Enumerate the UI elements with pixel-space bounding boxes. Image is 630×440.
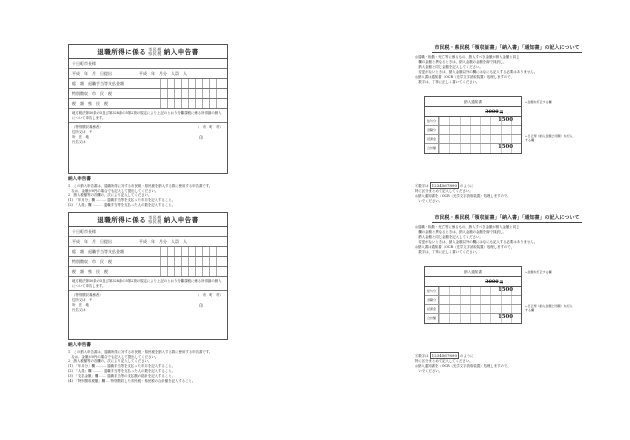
- form-a-year-row: [69, 69, 227, 79]
- form-a-special-row: [69, 89, 227, 99]
- right-top-struck-amount: [425, 107, 521, 117]
- right-bottom-tot6: いでください。: [415, 369, 443, 373]
- form-a-year: 平成 年 月 日提出: [72, 71, 112, 76]
- form-a-addr2: 所 在 地: [72, 135, 89, 140]
- right-top-p5: ◎納入書は通知書（OCR（光学文字読取装置）処理しますので、: [415, 75, 514, 79]
- right-bottom-row-1-label: 退職分: [425, 296, 439, 304]
- right-bottom-struck-amount: [425, 277, 521, 287]
- right-bottom-digits: 1234567890: [431, 353, 458, 358]
- right-top-row-2-label: 延滞金: [425, 135, 439, 143]
- form-a-special-tax: 市 民 税: [92, 91, 112, 96]
- right-top-row-3-value: 1500: [497, 144, 513, 150]
- right-top-p3: 納入金額と同じ金額を記入してください。: [415, 65, 483, 69]
- form-a-title-main: 退職所得に係る: [97, 48, 147, 56]
- right-top-instructions: [415, 55, 585, 85]
- form-b-digit-grid-2: [160, 257, 223, 267]
- tax-return-form-a: [68, 44, 228, 174]
- right-bottom-sample-form: [424, 266, 522, 324]
- right-top-row-0-value: 1500: [497, 117, 513, 123]
- right-bottom-row-3-value: 1500: [497, 314, 513, 320]
- right-bottom-heading: 市民税・県民税「領収証書」「納入書」「通知書」の記入について: [432, 214, 582, 223]
- notes-b-line5: (2) 「人員」欄 ……… 退職手当等を支払った人の数を記入すること。: [68, 368, 175, 373]
- form-b-title-sub2: 県民税: [148, 219, 162, 224]
- right-bottom-tot3: のように: [460, 354, 474, 358]
- form-a-law-text: 地方税法第50条の5及び第328条の5第2項の規定により上記のとおり分離課税に係る所得割の納入について申告します。: [69, 109, 227, 123]
- form-b-signature-block: [69, 291, 227, 313]
- form-b-special-tax: 市 民 税: [92, 259, 112, 264]
- form-b-seal: 印: [199, 303, 203, 309]
- right-top-footnotes: [415, 182, 511, 204]
- right-bottom-tot5: ◎納入通知書を（OCR（光学文字読取装置）処理しますので、: [415, 364, 511, 368]
- form-b-addr3: 氏名又は: [72, 308, 86, 313]
- notes-b-heading: 納入申告書: [68, 343, 91, 348]
- notes-a: [68, 178, 230, 208]
- notes-a-line4: (1) 「年月分」欄 ……… 退職手当等を支払った年月を記入すること。: [68, 198, 175, 203]
- form-a-address-label: （特別徴収義務者）: [72, 125, 103, 130]
- form-a-tax-row: [69, 99, 227, 109]
- form-b-digit-grid: [160, 247, 223, 257]
- form-b-title: [69, 213, 227, 227]
- form-a-signature-block: [69, 123, 227, 145]
- right-top-row-3: [425, 144, 521, 153]
- form-a-title-sub: [148, 48, 162, 56]
- right-bottom-tot4: 特に区分まとめて記入してください。: [415, 359, 473, 363]
- right-top-heading: 市民税・県民税「領収証書」「納入書」「通知書」の記入について: [432, 44, 582, 53]
- form-b-title-end: 納入申告書: [163, 216, 199, 224]
- form-b-seal-right: （ 市 町 村）: [195, 293, 223, 298]
- right-bottom-row-0: [425, 287, 521, 296]
- notes-a-line1: 1 この納入申告書は、退職所得に対する市民税・県民税を納入する際に使用する申告書です。: [68, 183, 213, 188]
- right-top-digits: 1234567890: [431, 183, 458, 188]
- right-bottom-row-3: [425, 314, 521, 323]
- form-b-title-sub: [148, 216, 162, 224]
- form-a-title: [69, 45, 227, 59]
- form-a-addr3: 氏名又は: [72, 140, 86, 145]
- form-b-year-right: 平成 年 月分 人員 人: [139, 239, 187, 244]
- right-bottom-p5: ◎納入書は通知書（OCR（光学文字読取装置）処理しますので、: [415, 245, 514, 249]
- right-top-p2: 欄の金額と異なるときは、納入金額の金額を線で抹消し、: [415, 60, 507, 64]
- right-top-sample-form: [424, 96, 522, 154]
- right-top-row-1-label: 退職分: [425, 126, 439, 134]
- right-top-row-0: [425, 117, 521, 126]
- form-b-office: 十日町市長様: [72, 229, 96, 234]
- form-a-tax: 税 額: [72, 101, 84, 106]
- right-bottom-box-header: 納入通知書: [425, 267, 521, 277]
- right-bottom-p3: 納入金額と同じ金額を記入してください。: [415, 235, 483, 239]
- right-bottom-p4: 変更がないときは、納入金額以外の欄にはなにも記入する必要はありません。: [415, 240, 538, 244]
- right-bottom-row-0-label: 給与分: [425, 287, 439, 295]
- form-a-tax-pref: 県 民 税: [88, 101, 108, 106]
- form-b-tax-pref: 県 民 税: [88, 269, 108, 274]
- form-b-addr2: 所 在 地: [72, 303, 89, 308]
- right-bottom-row-1: [425, 296, 521, 305]
- form-a-total-row: [69, 79, 227, 89]
- form-b-digit-grid-3: [160, 267, 223, 277]
- right-top-tot5: ◎納入通知書を（OCR（光学文字読取装置）処理しますので、: [415, 194, 511, 198]
- right-bottom-p6: 数字は、丁寧に正しく書いてください。: [415, 250, 480, 254]
- right-top-row-0-label: 給与分: [425, 117, 439, 125]
- form-b-year: 平成 年 月 日提出: [72, 239, 112, 244]
- right-bottom-p2: 欄の金額と異なるときは、納入金額の金額を線で抹消し、: [415, 230, 507, 234]
- form-b-title-sub1: 市民税: [148, 215, 162, 220]
- form-a-year-right: 平成 年 月分 人員 人: [139, 71, 187, 76]
- form-a-title-end: 納入申告書: [163, 48, 199, 56]
- notes-b-line1: 1 この納入申告書は、退職所得に対する市民税・県民税を納入する際に使用する申告書です。: [68, 349, 213, 354]
- right-top-annotation-2: ←日正規（納入金額と同額）を記入する欄: [525, 134, 573, 142]
- notes-a-line3: 2 納入税額等の各欄の、次により記入してください。: [68, 193, 152, 198]
- right-top-p1: ◎退職・転勤・死亡等に係るもの、納入すべき金額が納入金額と同じ: [415, 55, 520, 59]
- form-a-office-row: [69, 59, 227, 69]
- form-b-tax-row: [69, 267, 227, 277]
- right-bottom-tot1: ⑥数字は: [415, 354, 429, 358]
- right-bottom-struck-value: 3000: [485, 279, 499, 285]
- form-b-tax: 税 額: [72, 269, 84, 274]
- right-top-row-3-label: 合計額: [425, 144, 439, 153]
- right-top-tot4: 特に区分まとめて記入してください。: [415, 189, 473, 193]
- form-a-digit-grid-2: [160, 89, 223, 99]
- form-b-total: 総 額: [72, 249, 84, 254]
- notes-a-heading: 納入申告書: [68, 177, 91, 182]
- notes-b-line6: (3) 「支払金額」欄 …… 退職手当等の支払額の総計を記入すること。: [68, 373, 175, 378]
- form-a-addr1: 住所又は 〒: [72, 130, 93, 135]
- right-bottom-row-0-value: 1500: [497, 287, 513, 293]
- notes-b-line3: 2 納入税額等の各欄の、次により記入してください。: [68, 359, 152, 364]
- form-a-office: 十日町市長様: [72, 61, 96, 66]
- right-bottom-row-3-label: 合計額: [425, 314, 439, 323]
- form-b-year-row: [69, 237, 227, 247]
- right-bottom-row-2-label: 延滞金: [425, 305, 439, 313]
- notes-b-line4: (1) 「年月分」欄 ……… 退職手当等を支払った年月を記入すること。: [68, 364, 175, 369]
- form-b-special-row: [69, 257, 227, 267]
- right-bottom-p1: ◎退職・転勤・死亡等に係るもの、納入すべき金額が納入金額と同じ: [415, 225, 520, 229]
- right-top-p4: 変更がないときは、納入金額以外の欄にはなにも記入する必要はありません。: [415, 70, 538, 74]
- form-b-address-label: （特別徴収義務者）: [72, 293, 103, 298]
- form-b-office-row: [69, 227, 227, 237]
- right-bottom-amount-unit: 円: [499, 280, 503, 284]
- right-top-annotation-1: ←金額を訂正する欄: [525, 100, 552, 104]
- form-a-title-sub1: 市民税: [148, 47, 162, 52]
- right-bottom-footnotes: [415, 352, 511, 374]
- form-a-digit-grid-3: [160, 99, 223, 109]
- form-b-addr1: 住所又は 〒: [72, 298, 93, 303]
- right-top-box-header: 納入通知書: [425, 97, 521, 107]
- notes-a-line5: (2) 「人員」欄 ……… 退職手当等を支払った人の数を記入すること。: [68, 202, 175, 207]
- form-a-title-sub2: 県民税: [148, 51, 162, 56]
- form-a-special: 特別徴収: [72, 91, 88, 96]
- form-a-seal-right: （ 市 町 村）: [195, 125, 223, 130]
- form-a-seal: 印: [199, 135, 203, 141]
- right-top-tot1: ⑥数字は: [415, 184, 429, 188]
- right-bottom-instructions: [415, 225, 585, 255]
- notes-b-line7: (4) 「特別徴収税額」欄 … 特別徴収した市民税・県民税の合計額を記入すること。: [68, 378, 196, 383]
- right-bottom-annotation-1: ←金額を訂正する欄: [525, 270, 552, 274]
- notes-b-line2: なお、金額が0円の場合でも記入して提出してください。: [68, 354, 159, 359]
- right-top-struck-value: 3000: [485, 109, 499, 115]
- right-top-row-1: [425, 126, 521, 135]
- form-b-title-main: 退職所得に係る: [97, 216, 147, 224]
- form-b-total-row: [69, 247, 227, 257]
- form-b-total-label: 退職手当等支払金額: [88, 249, 124, 254]
- right-top-tot3: のように: [460, 184, 474, 188]
- right-top-row-2: [425, 135, 521, 144]
- right-bottom-annotation-2: ←日正規（納入金額と同額）を記入する欄: [525, 304, 573, 312]
- notes-a-line2: なお、金額が0円の場合でも記入して提出してください。: [68, 188, 159, 193]
- tax-return-form-b: [68, 212, 228, 340]
- form-b-special: 特別徴収: [72, 259, 88, 264]
- form-a-digit-grid: [160, 79, 223, 89]
- form-b-law-text: 地方税法第50条の5及び第328条の5第2項の規定により上記のとおり分離課税に係る所得割の納入について申告します。: [69, 277, 227, 291]
- right-top-amount-unit: 円: [499, 110, 503, 114]
- form-a-total: 総 額: [72, 81, 84, 86]
- form-a-total-label: 退職手当等支払金額: [88, 81, 124, 86]
- right-top-tot6: いでください。: [415, 199, 443, 203]
- right-bottom-row-2: [425, 305, 521, 314]
- right-top-p6: 数字は、丁寧に正しく書いてください。: [415, 80, 480, 84]
- notes-b: [68, 344, 230, 383]
